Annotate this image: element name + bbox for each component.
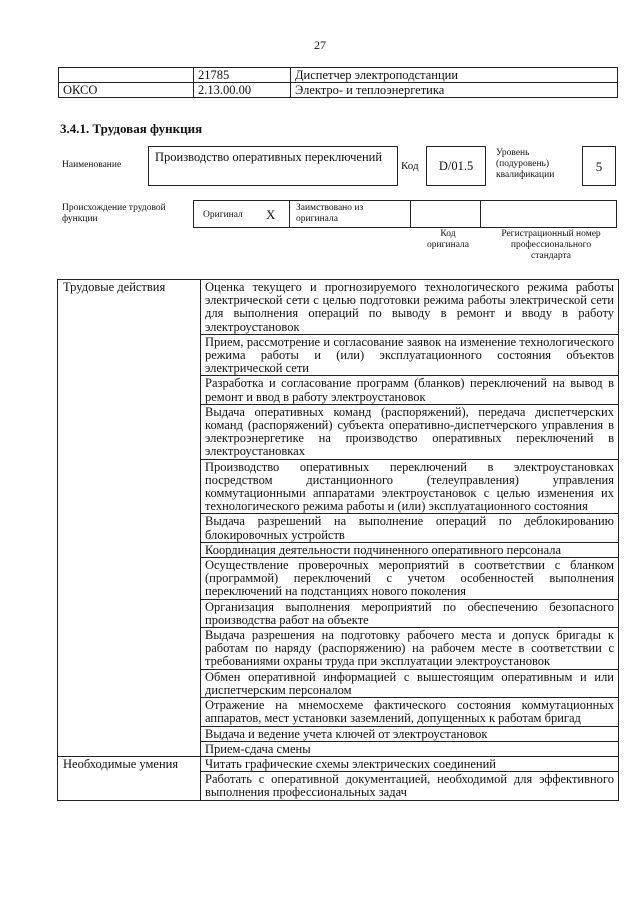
name-label: Наименование — [62, 160, 122, 170]
level-box — [582, 146, 616, 186]
level-label-line: квалификации — [496, 170, 555, 180]
okso-table — [58, 67, 618, 98]
okso-cell-code: 2.13.00.00 — [194, 83, 291, 98]
labor-action-item: Выдача оперативных команд (распоряжений), передача диспетчерских команд (распоряжений) субъекта оперативно-диспетчерского управления в электроэнергетике на производство оперативных переключений в электроустановках — [201, 404, 619, 459]
labor-action-item: Прием-сдача смены — [201, 741, 619, 756]
level-value: 5 — [595, 159, 603, 174]
level-label-line: (подуровень) — [496, 159, 550, 169]
labor-action-item: Выдача разрешения на подготовку рабочего места и допуск бригады к работам по наряду (распоряжению) на рабочем месте в соответствии с требованиями охраны труда при эксплуатации электроустановок — [201, 628, 619, 670]
name-box — [148, 146, 398, 186]
borrowed-label-line: Заимствовано из — [296, 203, 364, 213]
labor-action-item: Производство оперативных переключений в электроустановках посредством дистанционного (телеуправления) управления коммутационными аппаратами электроустановок с целью изменения их технологического режима работы и (или) эксплуатационного состояния — [201, 459, 619, 514]
functions-table — [57, 279, 619, 801]
table-row — [58, 756, 619, 771]
okso-cell-code: 21785 — [194, 68, 291, 83]
reg-caption-line: профессионального — [510, 240, 592, 250]
origin-divider — [410, 201, 411, 227]
code-caption-line: Код — [440, 229, 456, 239]
labor-actions-label: Трудовые действия — [58, 280, 201, 757]
functions-table-body — [58, 280, 619, 801]
labor-action-item: Разработка и согласование программ (бланков) переключений на вывод в ремонт и ввод в работу электроустановок — [201, 376, 619, 404]
skills-label: Необходимые умения — [58, 756, 201, 800]
code-value: D/01.5 — [438, 159, 474, 173]
labor-action-item: Осуществление проверочных мероприятий в соответствии с бланком (программой) переключений с учетом особенностей выполнения переключений на подстанциях нового поколения — [201, 558, 619, 600]
okso-cell-name: Диспетчер электроподстанции — [291, 68, 618, 83]
level-label — [496, 148, 554, 181]
skill-item: Работать с оперативной документацией, необходимой для эффективного выполнения профессиональных задач — [201, 772, 619, 800]
origin-table — [193, 200, 617, 228]
code-label: Код — [401, 160, 419, 172]
code-caption — [412, 229, 484, 251]
page-number: 27 — [314, 38, 326, 52]
origin-divider — [289, 201, 290, 227]
labor-action-item: Выдача разрешений на выполнение операций по деблокированию блокировочных устройств — [201, 514, 619, 542]
table-row — [59, 83, 618, 98]
origin-label-line: функции — [62, 214, 98, 224]
reg-caption — [484, 229, 618, 262]
okso-cell-name: Электро- и теплоэнергетика — [291, 83, 618, 98]
labor-action-item: Оценка текущего и прогнозируемого технологического режима работы электрической сети с целью подготовки режима работы электрической сети для выполнения операций по выводу в ремонт и вводу в работу электроустановок — [201, 280, 619, 335]
labor-action-item: Координация деятельности подчиненного оперативного персонала — [201, 542, 619, 557]
section-title: 3.4.1. Трудовая функция — [60, 121, 203, 136]
level-label-line: Уровень — [496, 148, 530, 158]
labor-action-item: Отражение на мнемосхеме фактического состояния коммутационных аппаратов, мест установки заземлений, допущенных к работам бригад — [201, 698, 619, 726]
origin-label-line: Происхождение трудовой — [62, 203, 166, 213]
code-box — [426, 146, 486, 186]
origin-divider — [480, 201, 481, 227]
original-label: Оригинал — [203, 210, 243, 220]
okso-cell-label — [59, 68, 194, 83]
origin-label — [62, 203, 166, 225]
labor-action-item: Прием, рассмотрение и согласование заявок на изменение технологического режима работы и (или) эксплуатационного состояния объектов электрической сети — [201, 334, 619, 376]
borrowed-label-line: оригинала — [296, 214, 338, 224]
code-caption-line: оригинала — [427, 240, 469, 250]
skill-item: Читать графические схемы электрических соединений — [201, 756, 619, 771]
borrowed-label — [296, 203, 363, 225]
table-row — [58, 280, 619, 335]
name-value: Производство оперативных переключений — [155, 150, 383, 164]
table-row — [59, 68, 618, 83]
reg-caption-line: Регистрационный номер — [501, 229, 601, 239]
labor-action-item: Организация выполнения мероприятий по обеспечению безопасного производства работ на объекте — [201, 599, 619, 627]
labor-action-item: Выдача и ведение учета ключей от электроустановок — [201, 726, 619, 741]
original-mark: X — [266, 207, 276, 222]
labor-action-item: Обмен оперативной информацией с вышестоящим оперативным и или диспетчерским персоналом — [201, 669, 619, 697]
reg-caption-line: стандарта — [531, 251, 571, 261]
okso-cell-label: ОКСО — [59, 83, 194, 98]
